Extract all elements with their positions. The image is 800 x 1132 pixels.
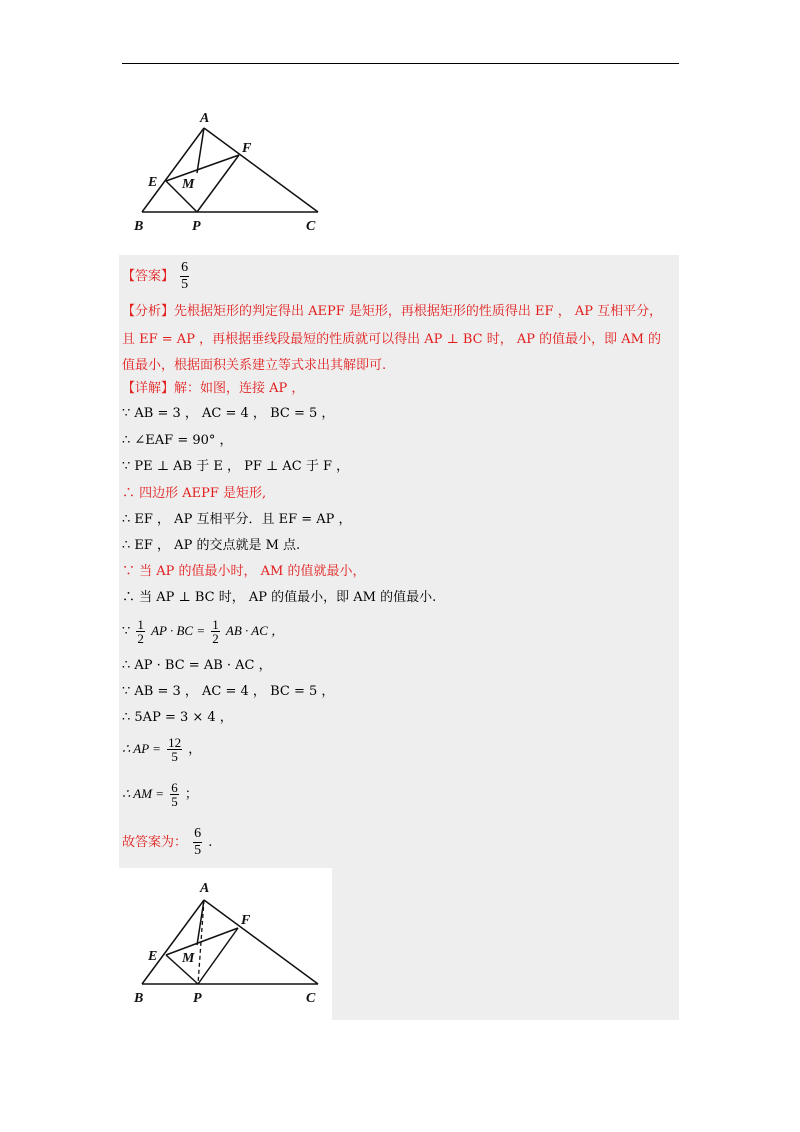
triangle-diagram-bottom (130, 878, 330, 1013)
detail-step-13: ∴ AP = $\frac{12}{5}$ ， (122, 735, 202, 764)
analysis-tag: 【分析】 (122, 304, 175, 319)
detail-step-6: ∴ EF ， AP 的交点就是 M 点. (122, 538, 301, 553)
label-e-bottom: E (148, 949, 158, 964)
detail-step-9: ∵ $\frac{1}{2}$ AP · BC = $\frac{1}{2}$ AB · AC ， (122, 617, 285, 646)
detail-step-11: ∵ AB = 3 ， AC = 4 ， BC = 5 ， (122, 684, 335, 699)
label-m: M (182, 177, 195, 192)
label-a-bottom: A (200, 881, 210, 896)
triangle-diagram-top (130, 108, 330, 238)
triangle-figure-bottom (130, 878, 330, 1013)
detail-step-2: ∴ ∠EAF = 90° ， (122, 433, 233, 448)
conclusion-fraction: $\frac{6}{5}$ (194, 826, 202, 858)
detail-step-5: ∴ EF ， AP 互相平分．且 EF = AP ， (122, 512, 352, 527)
detail-step-12: ∴ 5AP = 3 × 4 ， (122, 710, 233, 725)
label-f: F (242, 141, 252, 156)
analysis-line-2: 且 EF = AP ，再根据垂线段最短的性质就可以得出 AP ⊥ BC 时， AP 的值最小，即 AM 的 (122, 332, 662, 347)
conclusion-line: 故答案为： $\frac{6}{5}$ . (122, 826, 213, 858)
detail-step-1: ∵ AB = 3 ， AC = 4 ， BC = 5 ， (122, 406, 335, 421)
ap-fraction: $\frac{12}{5}$ (168, 735, 182, 764)
label-f-bottom: F (241, 913, 251, 928)
label-e: E (148, 175, 158, 190)
header-rule (122, 63, 679, 64)
half-fraction-1: $\frac{1}{2}$ (137, 617, 144, 646)
detail-tag: 【详解】 (122, 381, 175, 396)
label-b-bottom: B (134, 991, 144, 1006)
half-fraction-2: $\frac{1}{2}$ (212, 617, 219, 646)
detail-step-8: ∴ 当 AP ⊥ BC 时， AP 的值最小，即 AM 的值最小. (122, 590, 437, 605)
detail-step-14: ∴ AM = $\frac{6}{5}$ ； (122, 780, 198, 809)
answer-line (122, 260, 191, 293)
label-b: B (134, 219, 144, 234)
analysis-line-1: 【分析】先根据矩形的判定得出 AEPF 是矩形，再根据矩形的性质得出 EF ， AP 互相平分， (122, 304, 663, 319)
label-m-bottom: M (182, 951, 195, 966)
label-c: C (306, 219, 316, 234)
answer-fraction: $\frac{6}{5}$ (181, 260, 189, 292)
label-a: A (200, 111, 210, 126)
triangle-figure-top (130, 108, 330, 238)
analysis-line-3: 值最小，根据面积关系建立等式求出其解即可. (122, 358, 387, 373)
detail-step-3: ∵ PE ⊥ AB 于 E ， PF ⊥ AC 于 F ， (122, 459, 350, 474)
am-fraction: $\frac{6}{5}$ (171, 780, 178, 809)
detail-intro: 【详解】解：如图，连接 AP ， (122, 381, 305, 396)
label-c-bottom: C (306, 991, 316, 1006)
detail-step-7: ∵ 当 AP 的值最小时， AM 的值就最小， (122, 564, 366, 579)
answer-tag: 【答案】 (122, 269, 175, 284)
detail-step-10: ∴ AP · BC = AB · AC ， (122, 658, 272, 673)
label-p: P (192, 219, 201, 234)
label-p-bottom: P (193, 991, 202, 1006)
detail-step-4: ∴ 四边形 AEPF 是矩形, (122, 486, 267, 501)
